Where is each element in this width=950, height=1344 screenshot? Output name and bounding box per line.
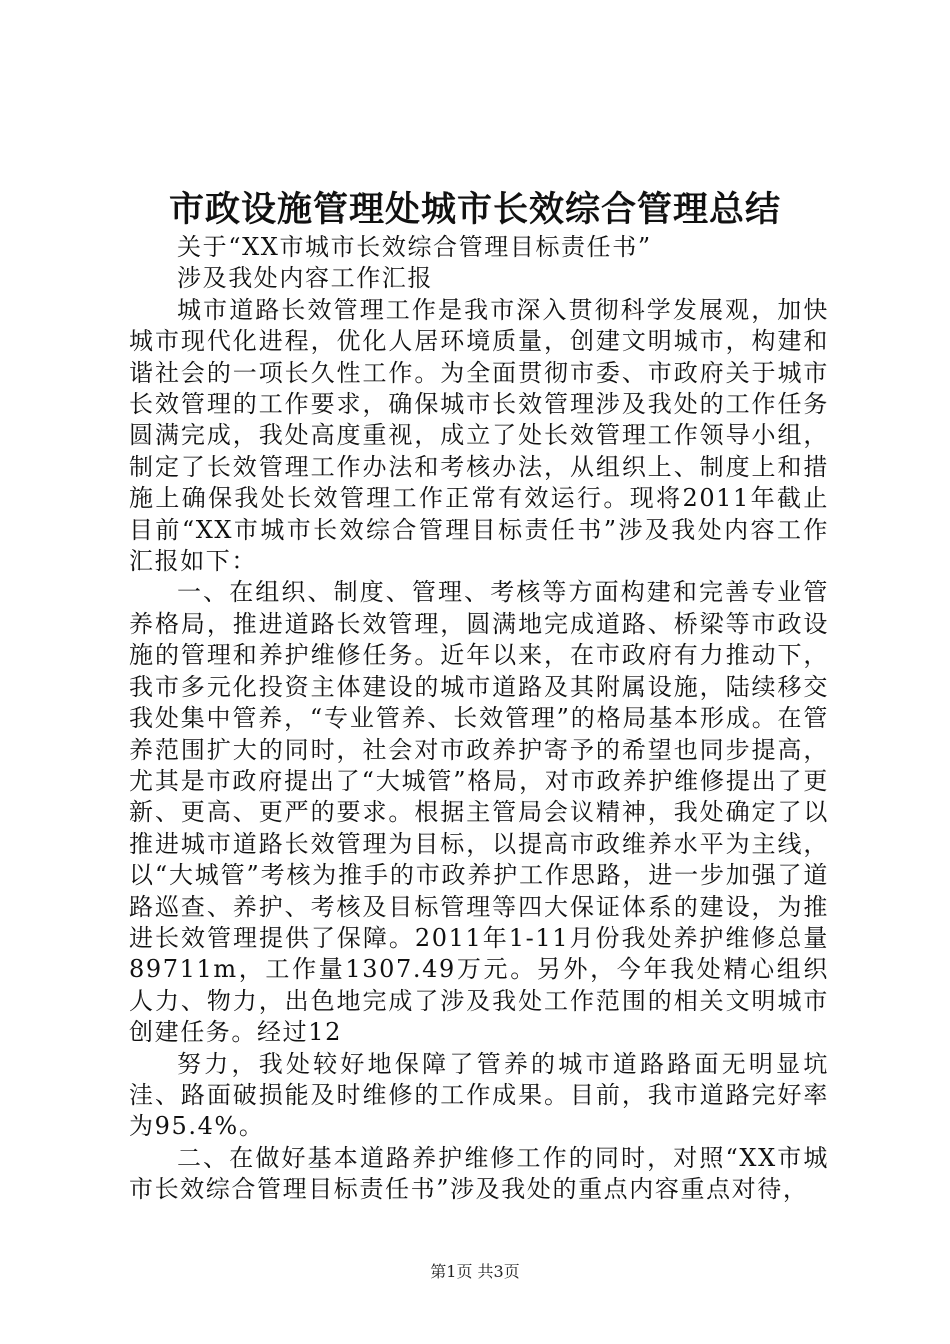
paragraph: 城市道路长效管理工作是我市深入贯彻科学发展观，加快城市现代化进程，优化人居环境质量，创建文明城市，构建和谐社会的一项长久性工作。为全面贯彻市委、市政府关于城市长效管理的工作要求，确保城市长效管理涉及我处的工作任务圆满完成，我处高度重视，成立了处长效管理工作领导小组，制定了长效管理工作办法和考核办法，从组织上、制度上和措施上确保我处长效管理工作正常有效运行。现将2011年截止目前“XX市城市长效综合管理目标责任书”涉及我处内容工作汇报如下： <box>129 295 829 576</box>
paragraph: 努力，我处较好地保障了管养的城市道路路面无明显坑洼、路面破损能及时维修的工作成果。目前，我市道路完好率为95.4%。 <box>129 1049 829 1141</box>
paragraph: 一、在组织、制度、管理、考核等方面构建和完善专业管养格局，推进道路长效管理，圆满地完成道路、桥梁等市政设施的管理和养护维修任务。近年以来，在市政府有力推动下，我市多元化投资主体建设的城市道路及其附属设施，陆续移交我处集中管养，“专业管养、长效管理”的格局基本形成。在管养范围扩大的同时，社会对市政养护寄予的希望也同步提高，尤其是市政府提出了“大城管”格局，对市政养护维修提出了更新、更高、更严的要求。根据主管局会议精神，我处确定了以推进城市道路长效管理为目标，以提高市政维养水平为主线，以“大城管”考核为推手的市政养护工作思路，进一步加强了道路巡查、养护、考核及目标管理等四大保证体系的建设，为推进长效管理提供了保障。2011年1-11月份我处养护维修总量89711m，工作量1307.49万元。另外，今年我处精心组织人力、物力，出色地完成了涉及我处工作范围的相关文明城市创建任务。经过12 <box>129 578 829 1047</box>
paragraph: 涉及我处内容工作汇报 <box>177 264 433 293</box>
document-body <box>129 232 829 1206</box>
document-title: 市政设施管理处城市长效综合管理总结 <box>168 189 781 230</box>
paragraph: 关于“XX市城市长效综合管理目标责任书” <box>177 233 652 261</box>
paragraph: 二、在做好基本道路养护维修工作的同时，对照“XX市城市长效综合管理目标责任书”涉及我处的重点内容重点对待， <box>129 1143 829 1204</box>
page-footer: 第1页 共3页 <box>430 1262 520 1281</box>
